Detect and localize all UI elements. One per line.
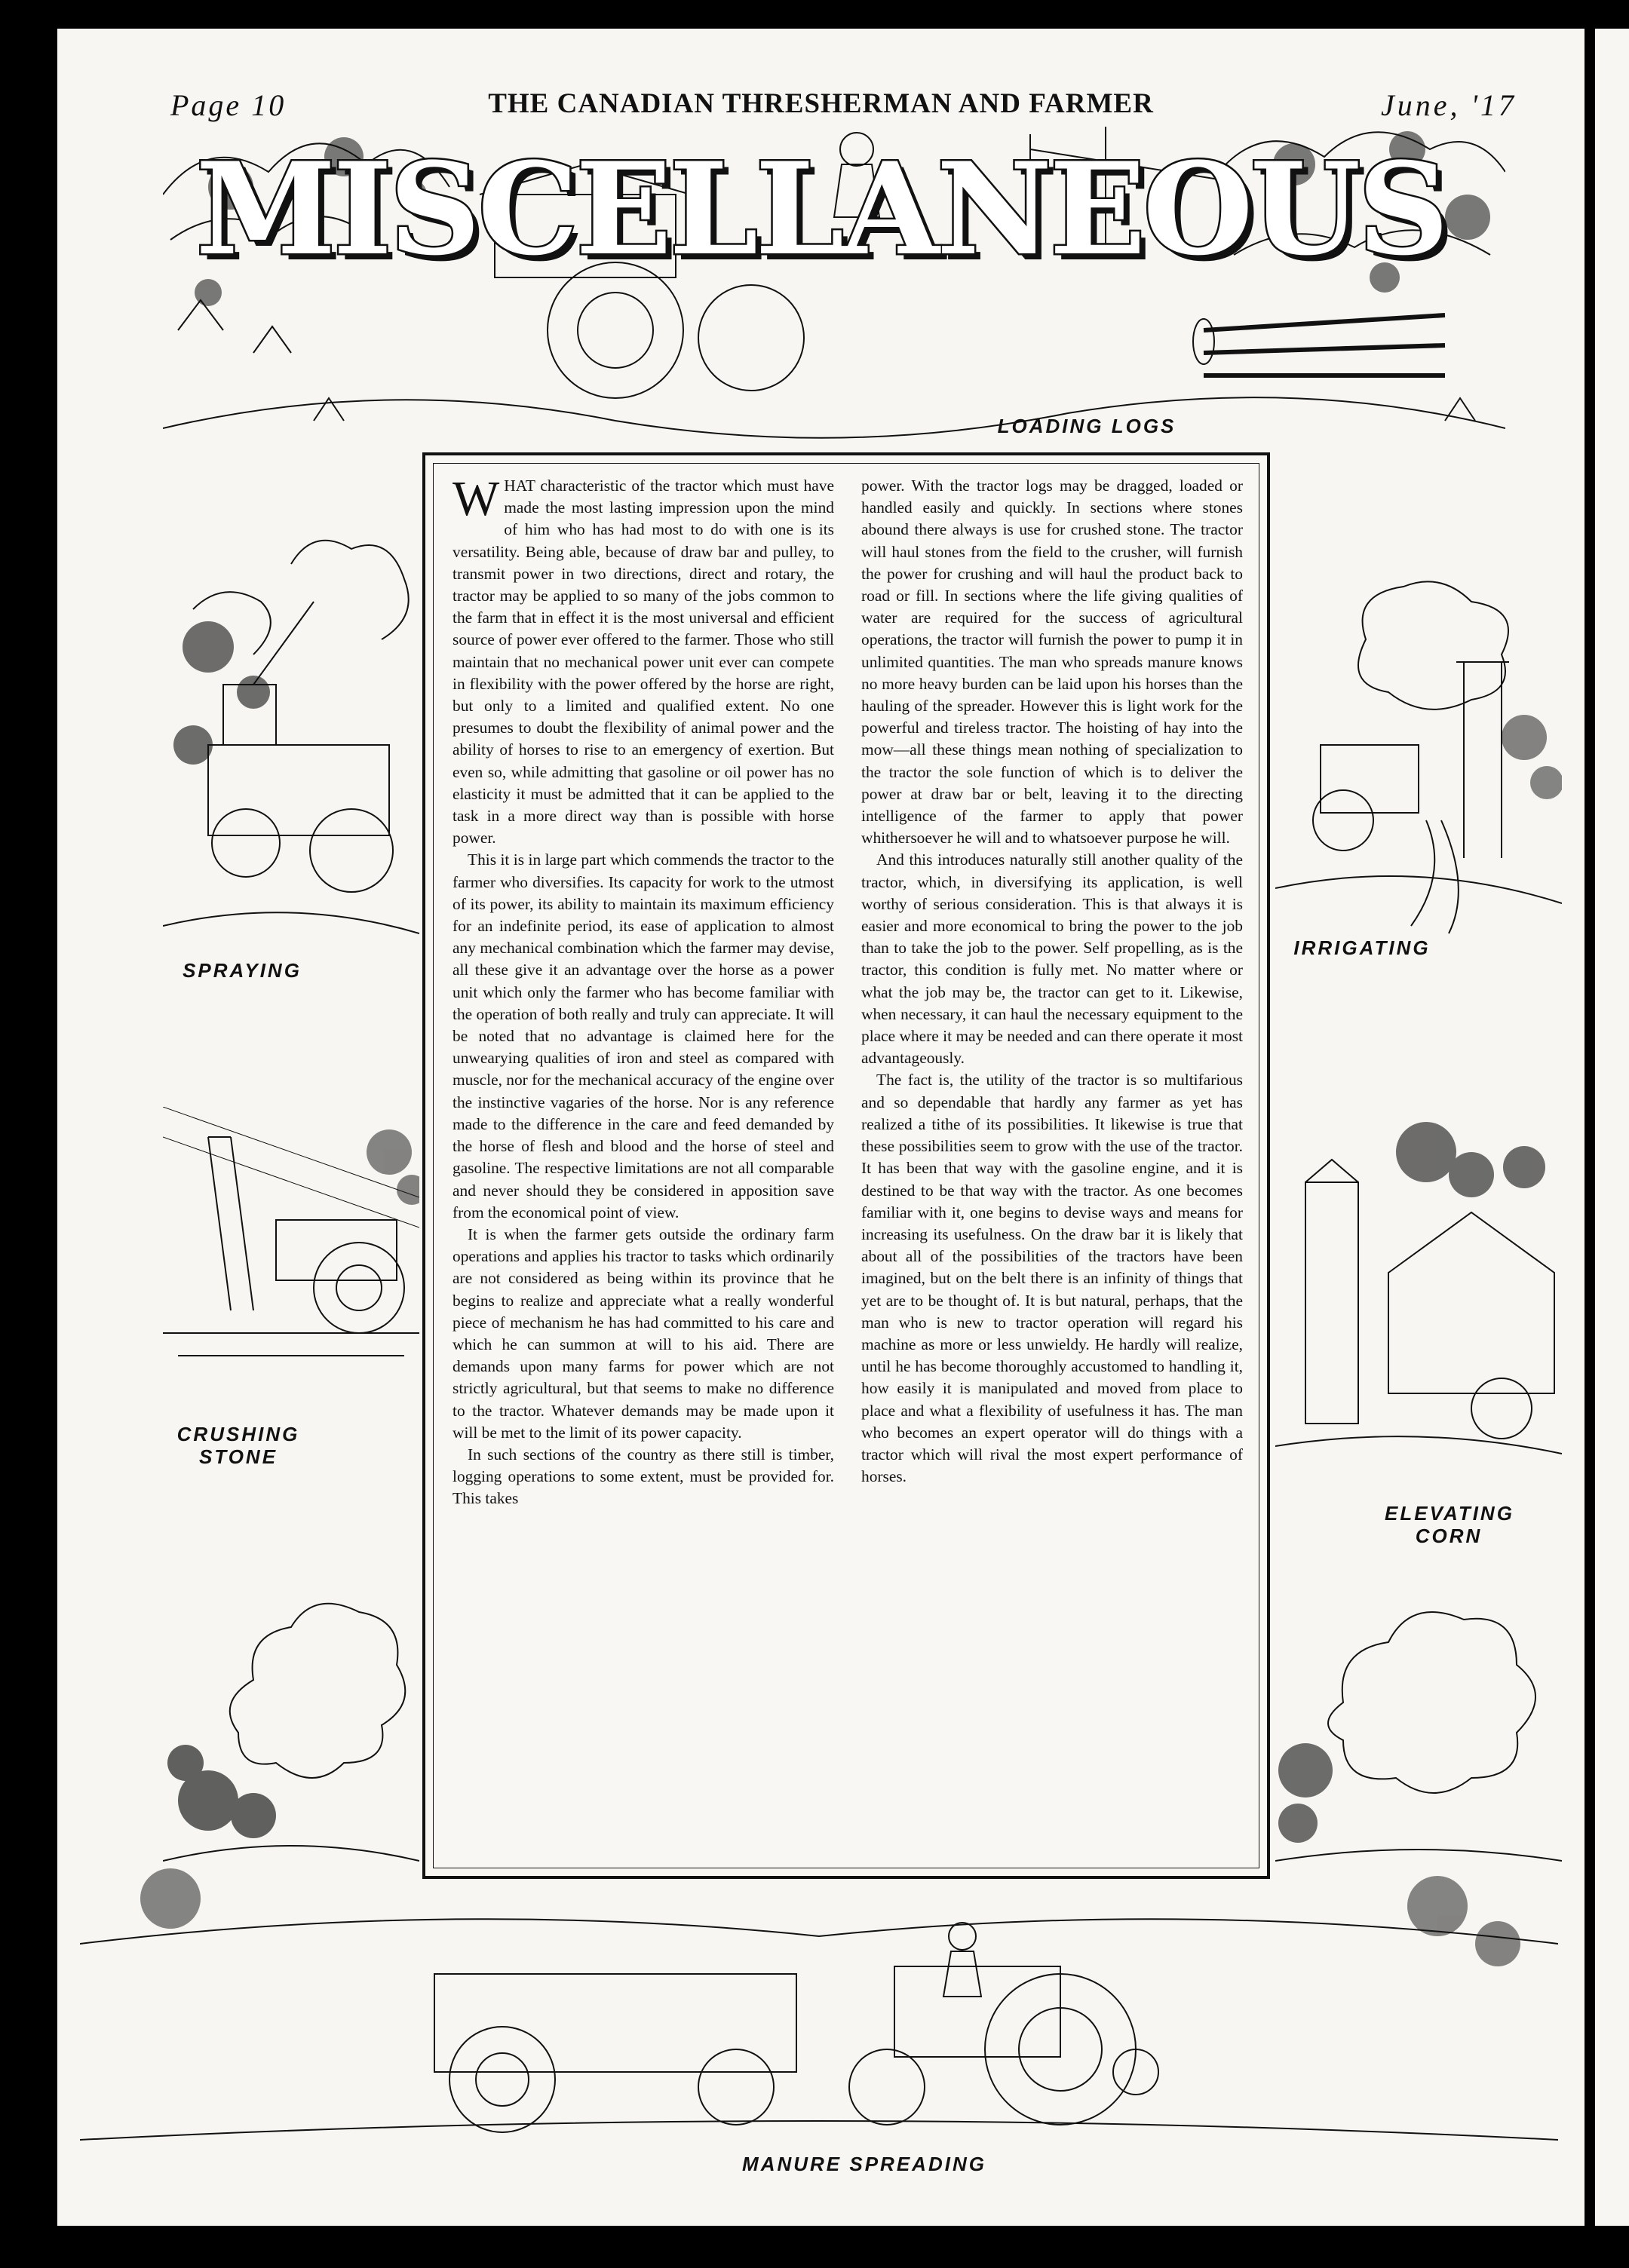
elevating-corn-illustration <box>1275 1122 1562 1484</box>
newspaper-page <box>57 29 1585 2226</box>
crushing-stone-illustration <box>163 1107 419 1393</box>
caption-spraying: SPRAYING <box>183 959 302 982</box>
manure-spreading-illustration <box>80 1853 1558 2155</box>
smoke-clouds-right-illustration <box>1275 1574 1562 1876</box>
page-number: Page 10 <box>170 88 287 122</box>
paragraph-1 <box>452 471 834 849</box>
paragraph-4: In such sections of the country as there still is timber, logging operations to some extent, must be provided for. This takes <box>452 1445 834 1508</box>
spraying-illustration <box>163 519 419 964</box>
caption-crushing-stone: CRUSHING STONE <box>176 1423 300 1468</box>
caption-loading-logs: LOADING LOGS <box>997 415 1176 437</box>
article-box <box>422 452 1270 1879</box>
article-column-2 <box>861 475 1243 1488</box>
paragraph-7: The fact is, the utility of the tractor is so multifarious and so dependable that hardly any farmer as yet has realized a tithe of its possibilities. It likewise is true that these possibilities seem to grow with the use of the tractor. It has been that way with the gasoline engine, and it is destined to be that way with the tractor. As one becomes familiar with it, one begins to devise ways and means for increasing its usefulness. On the draw bar it is likely that about all of the possibilities of the tractors have been imagined, but on the belt there is an infinity of things that yet are to be thought of. It is but natural, perhaps, that the man who is new to tractor operation will regard his machine as more or less unwieldy. He hardly will realize, until he has become thoroughly accustomed to handling it, how easily it is manipulated and moved from place to place and what a flexibility of usefulness it has. The man who becomes an expert operator will do things with a tractor which will rival the most expert performance of horses. <box>861 1071 1243 1486</box>
caption-manure-spreading: MANURE SPREADING <box>742 2153 986 2175</box>
publication-title: THE CANADIAN THRESHERMAN AND FARMER <box>488 88 1154 119</box>
paragraph-2: This it is in large part which commends the tractor to the farmer who diversifies. Its capacity for work to the utmost of its power, its ability to maintain its maximum efficiency for an indefinite period, its ease of application to almost any mechanical combination which the farmer may devise, all these give it an advantage over the horse as a power unit which only the farmer who has become familiar with the operation of both really and truly can appreciate. It will be noted that no advantage is claimed here for the unwearying qualities of iron and steel as compared with muscle, nor for the mechanical accuracy of the engine over the instinctive vagaries of the horse. Nor is any reference made to the difference in the care and feed demanded by the horse of flesh and blood and the horse of steel and gasoline. The respective limitations are not all comparable and never should they be considered in apposition save from the economical point of view. <box>452 851 835 1221</box>
irrigating-illustration <box>1275 572 1562 949</box>
smoke-clouds-illustration <box>163 1574 419 1876</box>
adjacent-page-edge <box>1595 29 1629 2226</box>
paragraph-6: And this introduces naturally still another quality of the tractor, which, in diversifying its application, is well worthy of serious consideration. This is that always it is easier and more economical to bring the power to the job than to take the job to the power. Self propelling, as is the tractor, this condition is fully met. No matter where or what the job may be, the tractor can get to it. Likewise, when necessary, it can haul the necessary equipment to the place where it may be needed and can there operate it most advantageously. <box>861 851 1243 1068</box>
section-title: MISCELLANEOUS <box>195 134 1446 284</box>
caption-irrigating: IRRIGATING <box>1293 936 1431 959</box>
paragraph-3: It is when the farmer gets outside the ordinary farm operations and applies his tractor to tasks which ordinarily are not considered as being within its province that he begins to realize and appreciate what a really wonderful piece of mechanism he has had committed to his care and which he can summon at will to his aid. There are demands upon many farms for power which are not strictly agricultural, but that seems to make no difference to the tractor. Whatever demands may be made upon it will be met to the limit of its power capacity. <box>452 1224 834 1442</box>
paragraph-5: power. With the tractor logs may be dragged, loaded or handled easily and quickly. In sections where stones abound there always is use for crushed stone. The tractor will haul stones from the field to the crusher, will furnish the power for crushing and will haul the product back to road or fill. In sections where the life giving qualities of water are required for the success of agricultural operations, the tractor will furnish the power to pump it in unlimited quantities. The man who spreads manure knows no more heavy burden can be laid upon his horses than the hauling of the spreader. However this is light work for the powerful and tireless tractor. The hoisting of hay into the mow—all these things mean nothing of specialization to the tractor the sole function of which is to deliver the power at draw bar or belt, leaving it to the directing intelligence of the farmer to apply that power whithersoever he will and to whatsoever purpose he will. <box>861 477 1243 847</box>
paragraph-1-text: HAT characteristic of the tractor which must have made the most lasting impression upon the mind of him who has had most to do with one is its versatility. Being able, because of draw bar and pulley, to transmit power in two directions, direct and rotary, the tractor may be applied to so many of the jobs common to the farm that in effect it is the most universal and efficient source of power ever offered to the farmer. Those who still maintain that no mechanical power unit ever can compete in flexibility with the power offered by the horse are right, but only to a limited and qualified extent. No one presumes to doubt the flexibility of animal power and the ability of horses to rise to an emergency of exertion. But even so, while admitting that gasoline or oil power has no elasticity it must be admitted that it can be applied to the task in a more direct way than is possible with horse power. <box>452 477 834 847</box>
caption-elevating-corn: ELEVATING CORN <box>1385 1502 1514 1547</box>
drop-cap: W <box>452 471 500 526</box>
article-column-1 <box>452 471 835 1510</box>
issue-date: June, '17 <box>1380 88 1517 122</box>
